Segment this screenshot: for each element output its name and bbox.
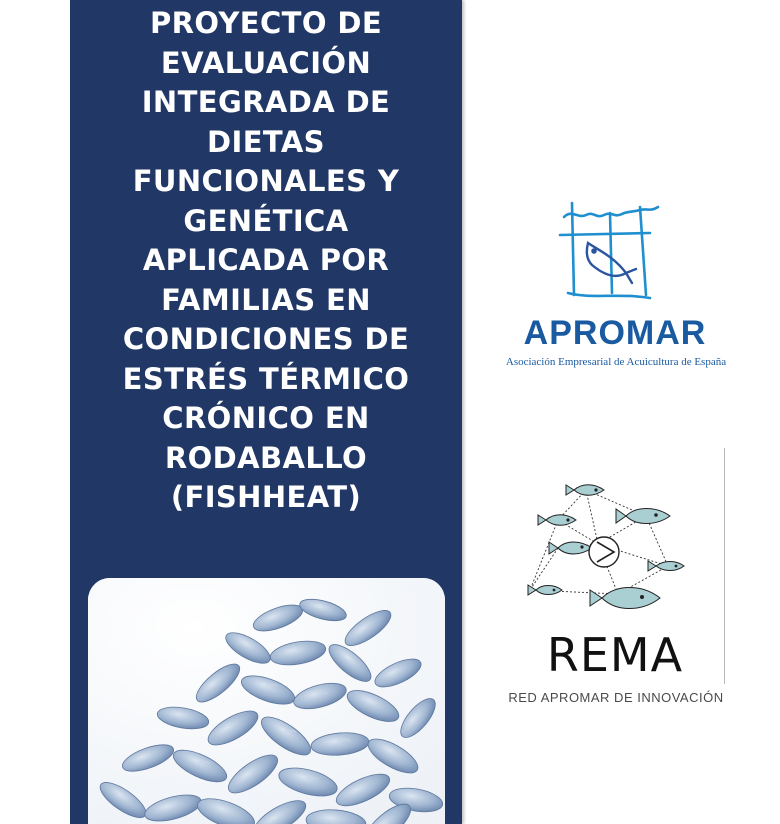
title-line: CONDICIONES DE (122, 322, 410, 356)
title-line: ESTRÉS TÉRMICO (122, 361, 410, 396)
title-line: FAMILIAS EN (161, 282, 371, 317)
rema-name: REMA (546, 628, 684, 682)
fish-feed-pellets-image (88, 578, 445, 824)
project-title (70, 4, 462, 518)
fish-network-icon (518, 474, 698, 624)
title-line: GENÉTICA (183, 203, 349, 238)
apromar-subtitle: Asociación Empresarial de Acuicultura de España (505, 356, 727, 368)
apromar-name: APROMAR (523, 314, 707, 352)
title-line: PROYECTO DE (149, 6, 383, 40)
title-line: EVALUACIÓN (160, 45, 372, 80)
title-line: CRÓNICO EN (162, 401, 370, 435)
rema-subtitle: RED APROMAR DE INNOVACIÓN (508, 690, 724, 705)
cover-panel (70, 0, 462, 824)
title-line: RODABALLO (164, 440, 368, 475)
divider-line (724, 448, 725, 684)
title-line: APLICADA POR (142, 243, 390, 277)
title-line: FUNCIONALES Y (132, 164, 400, 198)
title-line: DIETAS (207, 124, 325, 159)
title-line: (FISHHEAT) (170, 480, 362, 514)
title-line: INTEGRADA DE (141, 85, 391, 119)
